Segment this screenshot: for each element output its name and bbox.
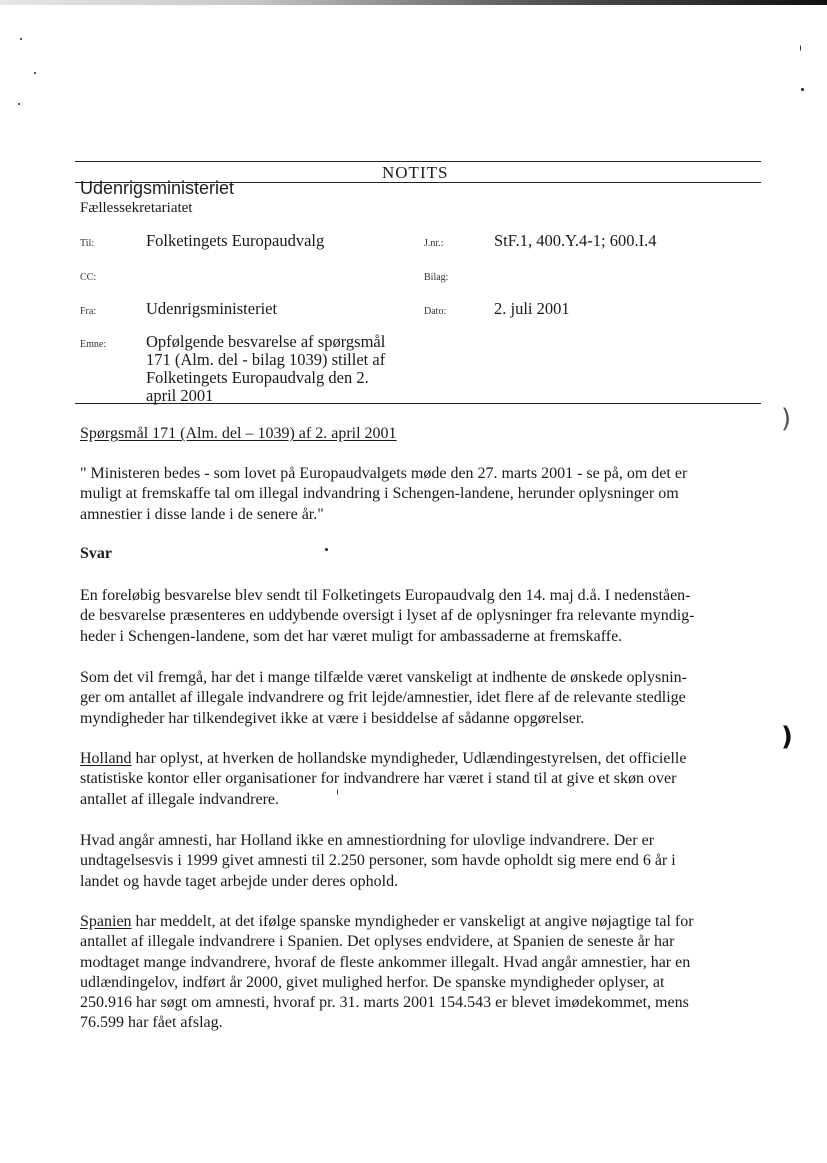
question-heading: Spørgsmål 171 (Alm. del – 1039) af 2. april 2001: [80, 425, 397, 442]
answer-heading: Svar: [80, 545, 112, 562]
binder-hole-mark: ): [781, 722, 793, 752]
paragraph-line: Hvad angår amnesti, har Holland ikke en amnestiordning for ulovlige indvandrere. Der er: [80, 832, 655, 849]
quote-line: muligt at fremskaffe tal om illegal indvandring i Schengen-landene, herunder oplysninger om: [80, 485, 679, 503]
sender-unit: Fællessekretariatet: [80, 200, 193, 216]
scan-speck: [801, 88, 804, 91]
paragraph-line: statistiske kontor eller organisationer for indvandrere har været i stand til at give et skøn over: [80, 770, 677, 788]
answer-paragraph-spain: [80, 912, 760, 1034]
paragraph-line: 76.599 har fået afslag.: [80, 1014, 223, 1032]
question-quote: [80, 464, 760, 525]
to-label: Til:: [80, 238, 95, 249]
paragraph-line: myndigheder har tilkendegivet ikke at være i besiddelse af sådanne opgørelser.: [80, 709, 585, 727]
country-holland: Holland: [80, 750, 132, 767]
bilag-label: Bilag:: [424, 272, 449, 283]
country-spain: Spanien: [80, 913, 132, 930]
scan-speck: [800, 45, 801, 51]
paragraph-line-rest: har meddelt, at det ifølge spanske myndigheder er vanskeligt at angive nøjagtige tal for: [131, 913, 694, 930]
quote-line: " Ministeren bedes - som lovet på Europaudvalgets møde den 27. marts 2001 - se på, om det er: [80, 465, 688, 482]
date-label: Dato:: [424, 306, 447, 317]
subject-line: Folketingets Europaudvalg den 2.: [146, 368, 369, 387]
jnr-value: StF.1, 400.Y.4-1; 600.I.4: [494, 231, 657, 250]
scan-top-border: [0, 0, 827, 5]
paragraph-line-rest: har oplyst, at hverken de hollandske myndigheder, Udlændingestyrelsen, det officielle: [131, 750, 687, 767]
answer-paragraph-holland: [80, 749, 760, 810]
paragraph-line: landet og havde taget arbejde under deres ophold.: [80, 872, 399, 890]
paragraph-line: 250.916 har søgt om amnesti, hvoraf pr. 31. marts 2001 154.543 er blevet imødekommet, mens: [80, 994, 689, 1012]
scan-speck: [18, 103, 20, 105]
subject-value: [146, 333, 446, 405]
paragraph-line: antallet af illegale indvandrere i Spanien. Det oplyses endvidere, at Spanien de seneste år har: [80, 933, 675, 951]
paragraph-line: heder i Schengen-landene, som det har været muligt for ambassaderne at fremskaffe.: [80, 627, 623, 645]
paragraph-line: antallet af illegale indvandrere.: [80, 790, 280, 808]
from-label: Fra:: [80, 306, 97, 317]
paragraph-line: ger om antallet af illegale indvandrere og frit lejde/amnestier, idet flere af de relevante stedlige: [80, 689, 686, 707]
paragraph-line: En foreløbig besvarelse blev sendt til Folketingets Europaudvalg den 14. maj d.å. I nedenståen-: [80, 587, 691, 604]
scan-speck: [34, 72, 36, 74]
paragraph-line: udlændingelov, indført år 2000, givet mulighed herfor. De spanske myndigheder oplyser, at: [80, 973, 665, 991]
scan-speck: [325, 548, 328, 551]
subject-line: 171 (Alm. del - bilag 1039) stillet af: [146, 350, 386, 369]
paragraph-line: undtagelsesvis i 1999 givet amnesti til 2.250 personer, som havde opholdt sig mere end 6 år i: [80, 852, 676, 870]
paragraph-line: de besvarelse præsenteres en uddybende oversigt i lyset af de oplysninger fra relevante myndig-: [80, 607, 695, 625]
jnr-label: J.nr.:: [424, 238, 444, 249]
subject-line: april 2001: [146, 386, 214, 405]
quote-line: amnestier i disse lande i de senere år.": [80, 505, 324, 523]
to-value: Folketingets Europaudvalg: [146, 231, 325, 250]
answer-paragraph-1: [80, 586, 760, 647]
subject-line: Opfølgende besvarelse af spørgsmål: [146, 332, 386, 351]
paragraph-line: Som det vil fremgå, har det i mange tilfælde været vanskeligt at indhente de ønskede oplysnin-: [80, 669, 687, 686]
answer-paragraph-2: [80, 668, 760, 729]
cc-label: CC:: [80, 272, 97, 283]
paragraph-line: [80, 912, 760, 932]
binder-hole-mark: ): [781, 404, 792, 434]
paragraph-line: modtaget mange indvandrere, hvoraf de fleste ankommer illegalt. Hvad angår amnestier, har en: [80, 953, 691, 971]
date-value: 2. juli 2001: [494, 299, 570, 318]
answer-paragraph-amnesty: [80, 831, 760, 892]
scan-speck: [20, 38, 22, 40]
sender-org: Udenrigsministeriet: [80, 178, 235, 198]
subject-label: Emne:: [80, 339, 107, 350]
document-title: NOTITS: [382, 163, 449, 182]
from-value: Udenrigsministeriet: [146, 299, 278, 318]
paragraph-line: [80, 749, 760, 769]
header-rule-top: [75, 161, 761, 162]
